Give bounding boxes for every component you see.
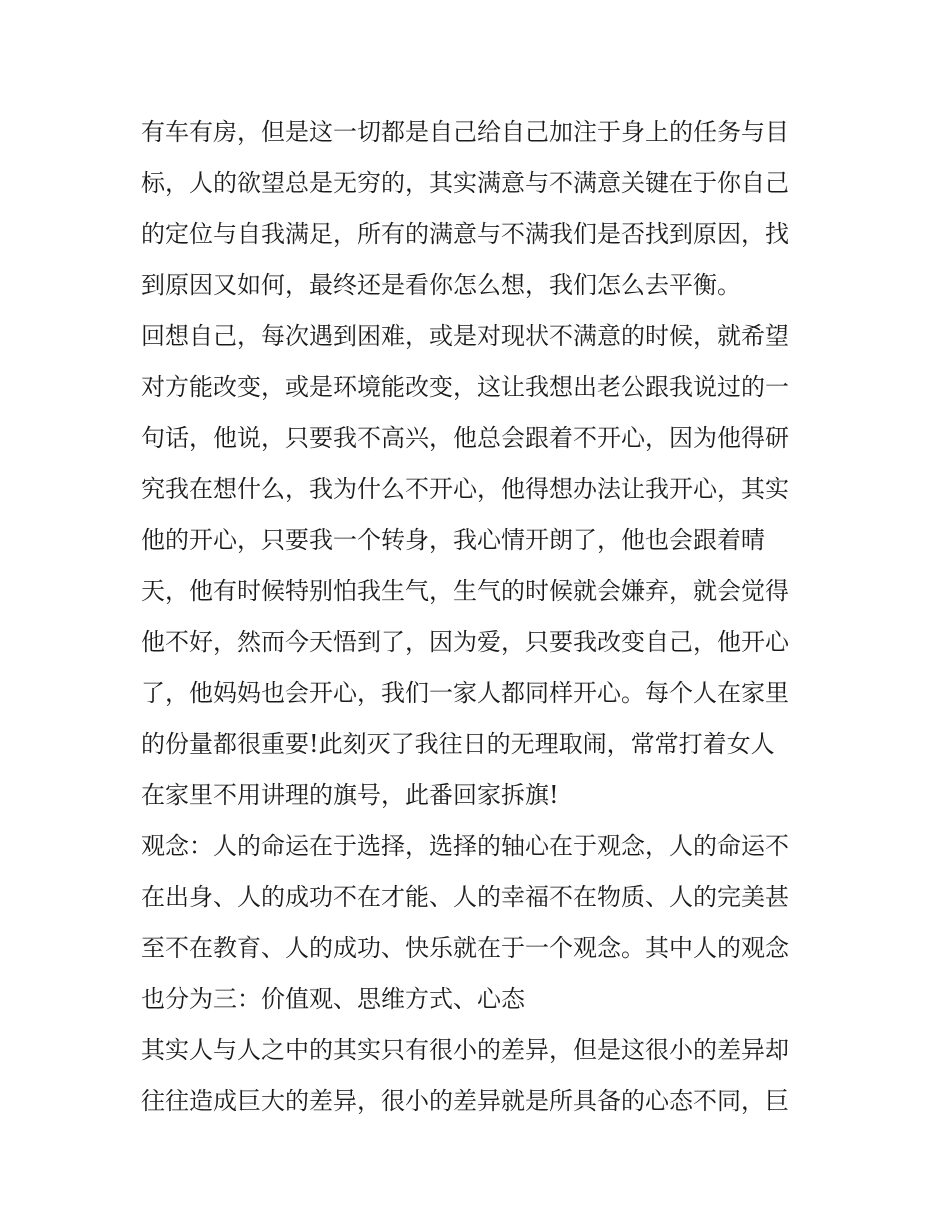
text-line: 观念：人的命运在于选择，选择的轴心在于观念，人的命运不 xyxy=(141,832,789,860)
text-line: 究我在想什么，我为什么不开心，他得想办法让我开心，其实 xyxy=(141,475,789,503)
text-line: 的定位与自我满足，所有的满意与不满我们是否找到原因，找 xyxy=(141,220,789,248)
text-line: 在家里不用讲理的旗号，此番回家拆旗! xyxy=(141,781,559,809)
text-line: 至不在教育、人的成功、快乐就在于一个观念。其中人的观念 xyxy=(141,934,789,962)
text-line: 到原因又如何，最终还是看你怎么想，我们怎么去平衡。 xyxy=(141,271,741,299)
text-line: 其实人与人之中的其实只有很小的差异，但是这很小的差异却 xyxy=(141,1036,789,1064)
text-line: 也分为三：价值观、思维方式、心态 xyxy=(141,985,525,1013)
text-line: 句话，他说，只要我不高兴，他总会跟着不开心，因为他得研 xyxy=(141,424,789,452)
text-line: 天，他有时候特别怕我生气，生气的时候就会嫌弃，就会觉得 xyxy=(141,577,789,605)
body-text xyxy=(141,107,821,1127)
text-line: 在出身、人的成功不在才能、人的幸福不在物质、人的完美甚 xyxy=(141,883,789,911)
text-line: 标，人的欲望总是无穷的，其实满意与不满意关键在于你自己 xyxy=(141,169,789,197)
text-line: 他的开心，只要我一个转身，我心情开朗了，他也会跟着晴 xyxy=(141,526,765,554)
text-line: 对方能改变，或是环境能改变，这让我想出老公跟我说过的一 xyxy=(141,373,789,401)
text-line: 了，他妈妈也会开心，我们一家人都同样开心。每个人在家里 xyxy=(141,679,789,707)
text-line: 的份量都很重要!此刻灭了我往日的无理取闹，常常打着女人 xyxy=(141,730,775,758)
text-line: 往往造成巨大的差异，很小的差异就是所具备的心态不同，巨 xyxy=(141,1087,789,1115)
text-line: 有车有房，但是这一切都是自己给自己加注于身上的任务与目 xyxy=(141,118,789,146)
text-line: 回想自己，每次遇到困难，或是对现状不满意的时候，就希望 xyxy=(141,322,789,350)
text-line: 他不好，然而今天悟到了，因为爱，只要我改变自己，他开心 xyxy=(141,628,789,656)
